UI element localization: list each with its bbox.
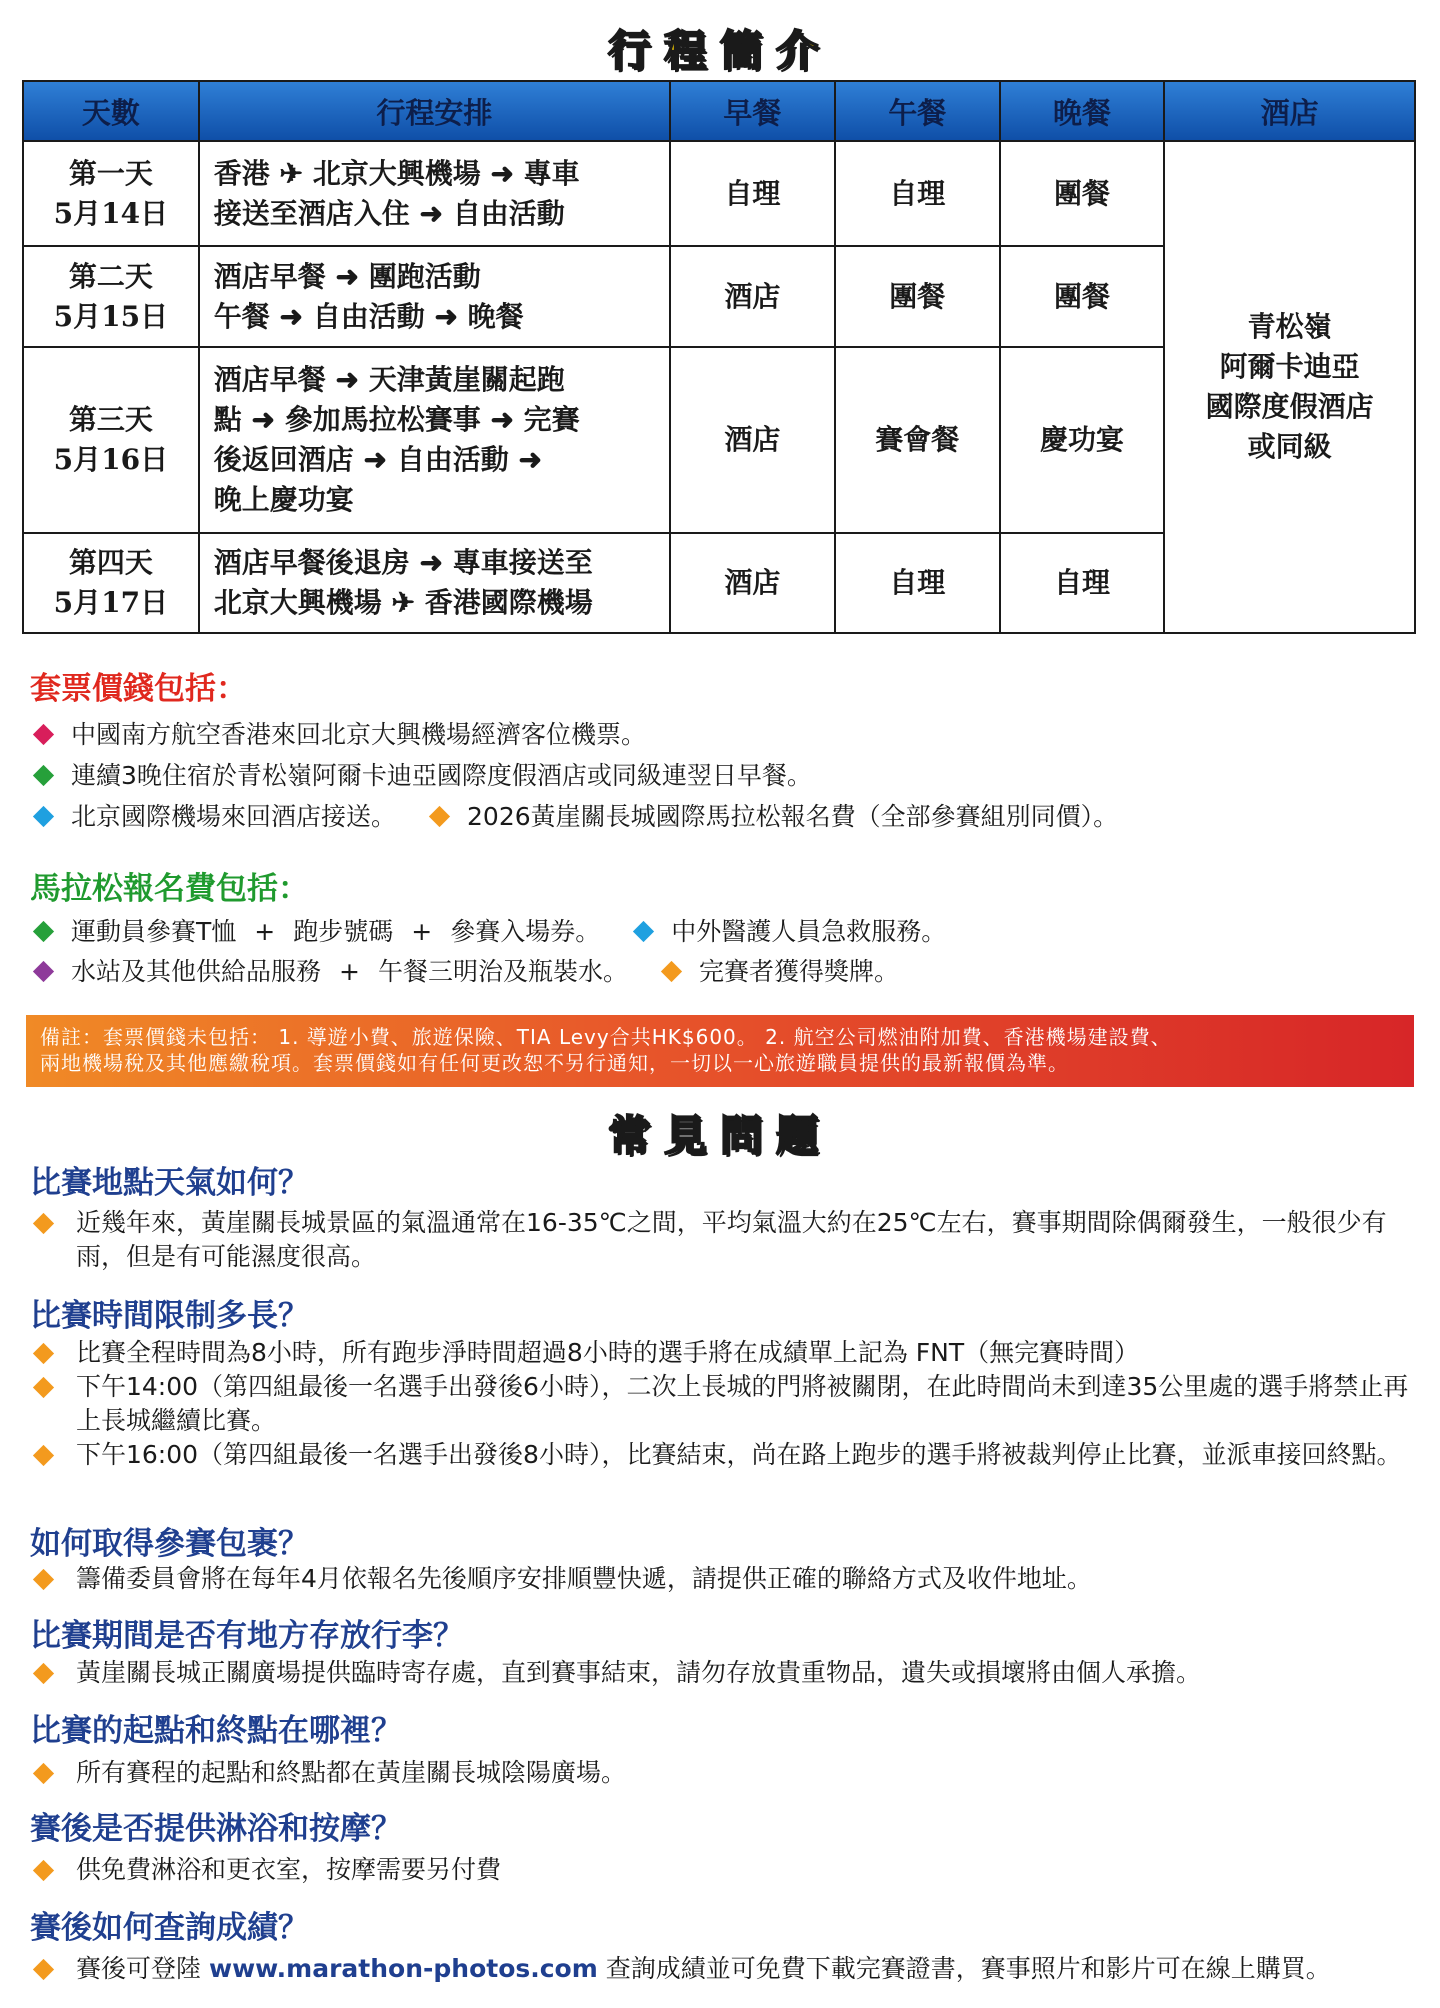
faq-answer: 賽後可登陸 www.marathon-photos.com 查詢成績並可免費下載完賽證書，賽事照片和影片可在線上購買。 — [30, 1952, 1420, 1986]
header-hotel: 酒店 — [1164, 81, 1415, 141]
diamond-bullet-icon — [33, 724, 54, 745]
faq-question: 賽後如何查詢成績？ — [30, 1910, 309, 1946]
remarks-banner: 備註：套票價錢未包括： 1. 導遊小費、旅遊保險、TIA Levy合共HK$600。 2. 航空公司燃油附加費、香港機場建設費、 兩地機場稅及其他應繳稅項。套票價錢如有任何更改恕不另行通知，一切以一心旅遊職員提供的最新報價為準。 — [26, 1015, 1414, 1087]
dinner-cell: 自理 — [1000, 533, 1165, 633]
diamond-bullet-icon — [33, 806, 54, 827]
faq-answer: 供免費淋浴和更衣室，按摩需要另付費 — [30, 1853, 1420, 1887]
header-dinner: 晚餐 — [1000, 81, 1165, 141]
lunch-cell: 團餐 — [835, 246, 1000, 347]
itinerary-table — [22, 80, 1416, 634]
breakfast-cell: 自理 — [670, 141, 835, 246]
diamond-bullet-icon — [33, 1213, 54, 1234]
diamond-bullet-icon — [33, 921, 54, 942]
package-heading: 套票價錢包括： — [30, 671, 247, 707]
dinner-cell: 團餐 — [1000, 246, 1165, 347]
faq-answer: 籌備委員會將在每年4月依報名先後順序安排順豐快遞，請提供正確的聯絡方式及收件地址。 — [30, 1562, 1420, 1596]
table-row — [23, 141, 1415, 246]
faq-answer: 比賽全程時間為8小時，所有跑步淨時間超過8小時的選手將在成績單上記為 FNT（無完賽時間） 下午14:00（第四組最後一名選手出發後6小時），二次上長城的門將被關閉，在此時間尚未到達35公里處的選手將禁止再上長城繼續比賽。 下午16:00（第四組最後一名選手出發後8小時），比賽結束，尚在路上跑步的選手將被裁判停止比賽，並派車接回終點。 — [30, 1336, 1420, 1472]
hotel-cell: 青松嶺 阿爾卡迪亞 國際度假酒店 或同級 — [1164, 141, 1415, 633]
itinerary-title: 行程簡介 — [607, 26, 832, 75]
list-item: 水站及其他供給品服務 + 午餐三明治及瓶裝水。 完賽者獲得獎牌。 — [30, 955, 899, 989]
dinner-cell: 團餐 — [1000, 141, 1165, 246]
list-item: 中國南方航空香港來回北京大興機場經濟客位機票。 — [30, 718, 646, 752]
lunch-cell: 自理 — [835, 141, 1000, 246]
diamond-bullet-icon — [429, 806, 450, 827]
header-day: 天數 — [23, 81, 199, 141]
faq-question: 賽後是否提供淋浴和按摩？ — [30, 1811, 402, 1847]
faq-answer: 黃崖關長城正關廣場提供臨時寄存處，直到賽事結束，請勿存放貴重物品，遺失或損壞將由個人承擔。 — [30, 1656, 1420, 1690]
plan-cell: 酒店早餐後退房 ➜ 專車接送至 北京大興機場 ✈ 香港國際機場 — [199, 533, 670, 633]
lunch-cell: 賽會餐 — [835, 347, 1000, 533]
lunch-cell: 自理 — [835, 533, 1000, 633]
header-lunch: 午餐 — [835, 81, 1000, 141]
header-breakfast: 早餐 — [670, 81, 835, 141]
diamond-bullet-icon — [661, 961, 682, 982]
breakfast-cell: 酒店 — [670, 533, 835, 633]
header-plan: 行程安排 — [199, 81, 670, 141]
day-cell: 第三天 5月16日 — [23, 347, 199, 533]
plan-cell: 香港 ✈ 北京大興機場 ➜ 專車 接送至酒店入住 ➜ 自由活動 — [199, 141, 670, 246]
diamond-bullet-icon — [633, 921, 654, 942]
faq-question: 比賽地點天氣如何？ — [30, 1165, 309, 1201]
plan-cell: 酒店早餐 ➜ 天津黃崖關起跑 點 ➜ 參加馬拉松賽事 ➜ 完賽 後返回酒店 ➜ 自由活動 ➜ 晚上慶功宴 — [199, 347, 670, 533]
dinner-cell: 慶功宴 — [1000, 347, 1165, 533]
faq-question: 比賽時間限制多長？ — [30, 1298, 309, 1334]
day-cell: 第二天 5月15日 — [23, 246, 199, 347]
table-header-row — [23, 81, 1415, 141]
faq-question: 比賽期間是否有地方存放行李？ — [30, 1618, 464, 1654]
diamond-bullet-icon — [33, 961, 54, 982]
faq-question: 如何取得參賽包裹？ — [30, 1526, 309, 1562]
diamond-bullet-icon — [33, 1959, 54, 1980]
list-item: 運動員參賽T恤 + 跑步號碼 + 參賽入場券。 中外醫護人員急救服務。 — [30, 915, 946, 949]
faq-answer: 所有賽程的起點和終點都在黃崖關長城陰陽廣場。 — [30, 1756, 1420, 1790]
diamond-bullet-icon — [33, 1377, 54, 1398]
diamond-bullet-icon — [33, 1860, 54, 1881]
diamond-bullet-icon — [33, 1343, 54, 1364]
day-cell: 第一天 5月14日 — [23, 141, 199, 246]
faq-answer: 近幾年來，黃崖關長城景區的氣溫通常在16-35℃之間，平均氣溫大約在25℃左右，賽事期間除偶爾發生，一般很少有雨，但是有可能濕度很高。 — [30, 1206, 1420, 1274]
list-item: 北京國際機場來回酒店接送。 2026黃崖關長城國際馬拉松報名費（全部參賽組別同價）。 — [30, 800, 1118, 834]
diamond-bullet-icon — [33, 1663, 54, 1684]
diamond-bullet-icon — [33, 1569, 54, 1590]
faq-title: 常見問題 — [607, 1111, 832, 1160]
plan-cell: 酒店早餐 ➜ 團跑活動 午餐 ➜ 自由活動 ➜ 晚餐 — [199, 246, 670, 347]
list-item: 連續3晚住宿於青松嶺阿爾卡迪亞國際度假酒店或同級連翌日早餐。 — [30, 759, 812, 793]
diamond-bullet-icon — [33, 765, 54, 786]
registration-heading: 馬拉松報名費包括： — [30, 871, 309, 907]
breakfast-cell: 酒店 — [670, 347, 835, 533]
day-cell: 第四天 5月17日 — [23, 533, 199, 633]
results-link[interactable]: www.marathon-photos.com — [208, 1954, 598, 1983]
breakfast-cell: 酒店 — [670, 246, 835, 347]
diamond-bullet-icon — [33, 1445, 54, 1466]
diamond-bullet-icon — [33, 1763, 54, 1784]
faq-question: 比賽的起點和終點在哪裡？ — [30, 1713, 402, 1749]
